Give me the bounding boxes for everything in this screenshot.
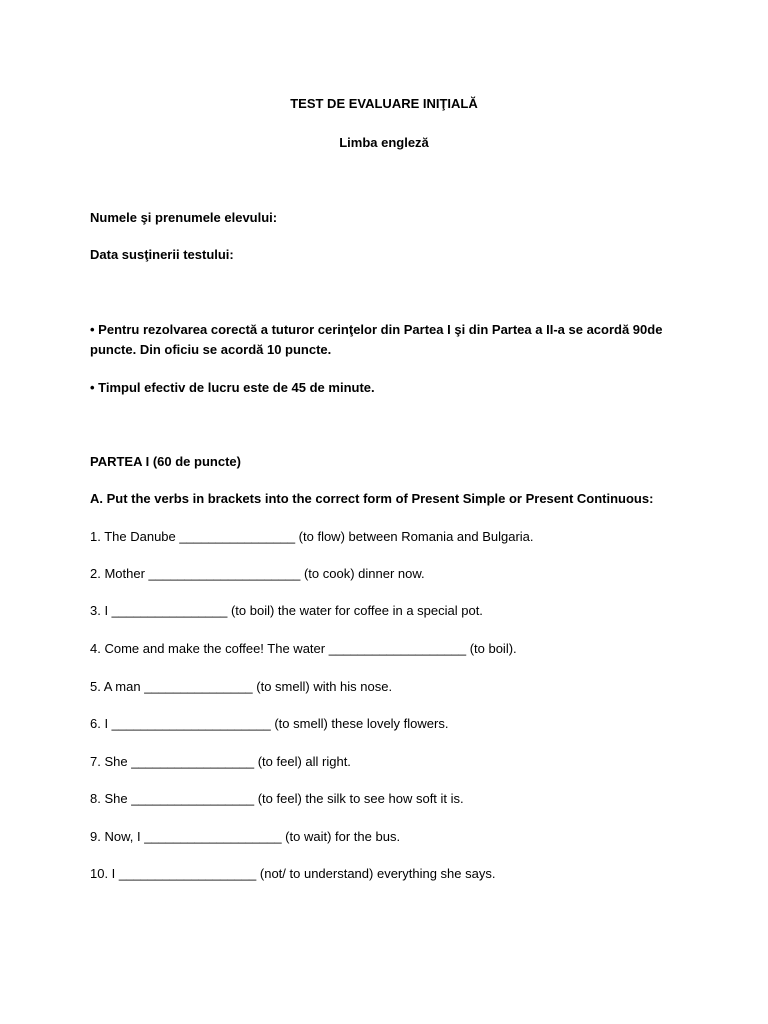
exercise-item: 3. I ________________ (to boil) the water for coffee in a special pot. xyxy=(90,603,483,618)
exercise-item: 5. A man _______________ (to smell) with his nose. xyxy=(90,679,393,694)
exercise-item: 7. She _________________ (to feel) all right. xyxy=(90,754,351,769)
instruction-points: • Pentru rezolvarea corectă a tuturor cerinţelor din Partea I şi din Partea a II-a se acordă 90de puncte. Din oficiu se acordă 10 puncte. xyxy=(90,322,663,357)
exercise-item: 6. I ______________________ (to smell) these lovely flowers. xyxy=(90,716,449,731)
instruction-time: • Timpul efectiv de lucru este de 45 de minute. xyxy=(90,380,375,395)
exercise-item: 4. Come and make the coffee! The water ___________________ (to boil). xyxy=(90,641,517,656)
exercise-item: 2. Mother _____________________ (to cook) dinner now. xyxy=(90,566,425,581)
document-title: TEST DE EVALUARE INIŢIALĂ xyxy=(290,96,478,111)
exercise-item: 9. Now, I ___________________ (to wait) for the bus. xyxy=(90,829,401,844)
part1-task: A. Put the verbs in brackets into the correct form of Present Simple or Present Continuous: xyxy=(90,491,654,506)
exercise-item: 8. She _________________ (to feel) the silk to see how soft it is. xyxy=(90,791,464,806)
student-name-label: Numele şi prenumele elevului: xyxy=(90,210,278,225)
exercise-item: 10. I ___________________ (not/ to understand) everything she says. xyxy=(90,866,496,881)
exercise-item: 1. The Danube ________________ (to flow) between Romania and Bulgaria. xyxy=(90,529,534,544)
document-subtitle: Limba engleză xyxy=(339,135,429,150)
part1-heading: PARTEA I (60 de puncte) xyxy=(90,454,241,469)
test-date-label: Data susţinerii testului: xyxy=(90,247,234,262)
